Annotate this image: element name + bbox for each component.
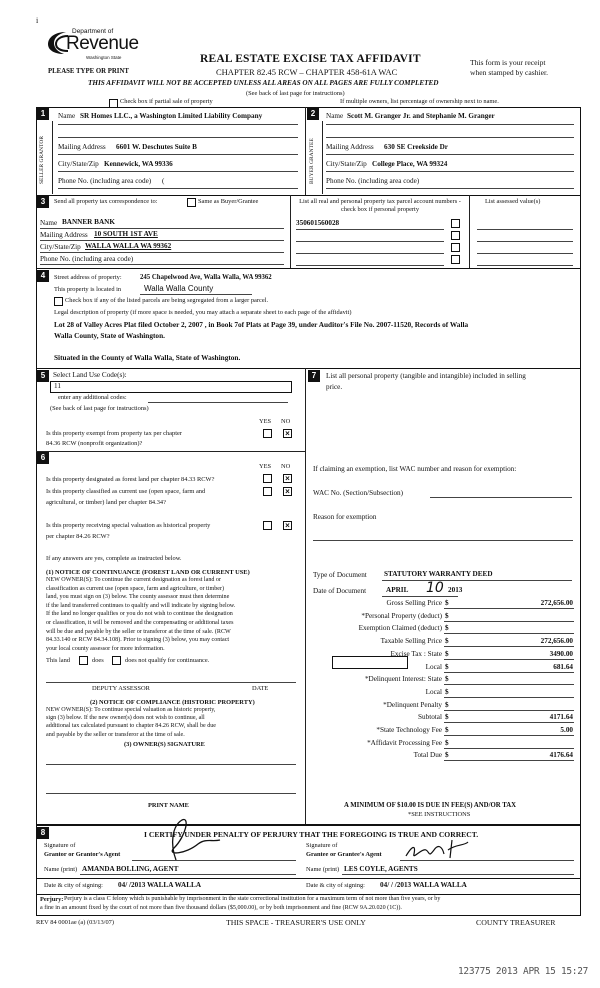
corr-mailing-label: Mailing Address <box>40 231 88 239</box>
county-treasurer-label: COUNTY TREASURER <box>476 918 556 927</box>
tax-row-label: *Delinquent Penalty <box>383 700 442 709</box>
assessed-line-2 <box>477 241 573 242</box>
tax-row-dollar: $ <box>445 675 449 684</box>
tax-row-amount[interactable]: 5.00 <box>560 726 573 734</box>
forest-no-checkbox[interactable]: × <box>283 474 292 483</box>
minimum-fee-note: A MINIMUM OF $10.00 IS DUE IN FEE(S) AND/OR TAX <box>344 802 517 809</box>
tax-row-dollar: $ <box>445 662 449 671</box>
send-correspondence-label: Send all property tax correspondence to: <box>54 198 158 205</box>
parcel-number-value[interactable]: 350601560028 <box>296 219 340 227</box>
forest-yes-checkbox[interactable] <box>263 474 272 483</box>
assessed-line-4 <box>477 265 573 266</box>
grantee-sig-label-2: Grantee or Grantee's Agent <box>306 851 382 858</box>
grantee-date-city-label: Date & city of signing: <box>306 882 365 889</box>
tax-row-line <box>444 722 574 723</box>
section-5-number: 5 <box>37 370 49 382</box>
doc-type-label: Type of Document <box>313 571 367 579</box>
assessed-header: List assessed value(s) <box>485 198 541 205</box>
personal-property-label-2: price. <box>326 383 343 391</box>
perjury-text-1: Perjury is a class C felony which is punishable by imprisonment in the state correctional institution for a maximum term of not more than five years, or by <box>64 896 441 902</box>
situated-text[interactable]: Situated in the County of Walla Walla, State of Washington. <box>54 353 241 362</box>
perjury-label: Perjury: <box>40 896 64 903</box>
owner-signature-label: (3) OWNER(S) SIGNATURE <box>124 741 205 748</box>
tax-row-dollar: $ <box>445 713 449 722</box>
personal-property-checkbox-2[interactable] <box>451 231 460 240</box>
tax-row-line <box>444 684 574 685</box>
tax-row-line <box>444 760 574 761</box>
buyer-name-label: Name <box>326 112 344 120</box>
tax-row-line <box>444 710 574 711</box>
grantor-name-value[interactable]: AMANDA BOLLING, AGENT <box>82 865 179 873</box>
tax-row-dollar: $ <box>445 687 449 696</box>
tax-row-amount[interactable]: 272,656.00 <box>540 599 573 607</box>
section-4-number: 4 <box>37 270 49 282</box>
grantee-signature[interactable] <box>402 836 472 862</box>
doc-date-day[interactable]: 10 <box>426 580 444 596</box>
located-in-label: This property is located in <box>54 286 122 293</box>
tax-row-label: *Personal Property (deduct) <box>361 611 442 620</box>
deputy-assessor-line <box>46 682 296 683</box>
seller-name-line-2 <box>58 137 298 138</box>
personal-property-label-1: List all personal property (tangible and intangible) included in selling <box>326 372 526 380</box>
section-3-number: 3 <box>37 196 49 208</box>
assessed-line-1 <box>477 229 573 230</box>
tax-row-label: *Delinquent Interest: State <box>364 675 442 684</box>
tax-row-line <box>444 672 574 673</box>
tax-row-label: Taxable Selling Price <box>380 637 442 646</box>
exempt-question-2: 84.36 RCW (nonprofit organization)? <box>46 440 143 447</box>
historical-no-checkbox[interactable]: × <box>283 521 292 530</box>
seller-name-label: Name <box>58 112 76 120</box>
sec5-no-header: NO <box>281 418 291 425</box>
current-use-question-2: agricultural, or timber) land per chapter 84.34? <box>46 499 166 506</box>
section-8-number: 8 <box>37 827 49 839</box>
tax-row-label: *State Technology Fee <box>376 726 442 734</box>
seller-mailing-value[interactable]: 6601 W. Deschutes Suite B <box>116 143 197 151</box>
seller-side-divider <box>52 121 53 194</box>
personal-property-checkbox-4[interactable] <box>451 255 460 264</box>
reason-line <box>313 540 573 541</box>
parcel-header: List all real and personal property tax parcel account numbers - check box if personal property <box>299 198 461 213</box>
logo-top-text: Department of <box>72 28 114 35</box>
buyer-grantee-label: BUYER GRANTEE <box>309 138 315 184</box>
tax-row-dollar: $ <box>445 599 449 607</box>
corr-phone-line <box>40 264 284 265</box>
tax-row-amount[interactable]: 3490.00 <box>549 649 573 658</box>
receipt-note-1: This form is your receipt <box>470 58 546 67</box>
tax-row-label: Subtotal <box>418 713 442 722</box>
seller-mailing-label: Mailing Address <box>58 143 106 151</box>
sec5-yes-header: YES <box>259 418 272 425</box>
corr-city-label: City/State/Zip <box>40 243 81 251</box>
seller-city-label: City/State/Zip <box>58 160 99 168</box>
tax-row-line <box>444 659 574 660</box>
buyer-phone-label: Phone No. (including area code) <box>326 177 420 185</box>
owner-signature-line <box>46 764 296 765</box>
exempt-yes-checkbox[interactable] <box>263 429 272 438</box>
buyer-name-value[interactable]: Scott M. Granger Jr. and Stephanie M. Granger <box>347 112 495 120</box>
buyer-city-value[interactable]: College Place, WA 99324 <box>372 160 448 168</box>
notice-continuance-line: land, you must sign on (3) below. The county assessor must then determine <box>46 594 230 601</box>
grantee-sig-line <box>400 860 574 861</box>
dor-logo <box>46 28 138 72</box>
tax-row-amount[interactable]: 4171.64 <box>549 713 573 722</box>
buyer-city-label: City/State/Zip <box>326 160 367 168</box>
buyer-name-line <box>326 124 574 125</box>
notice-continuance-line: If the land no longer qualifies or you do not wish to continue the designation <box>46 611 233 618</box>
doc-type-value[interactable]: STATUTORY WARRANTY DEED <box>384 570 493 578</box>
does-label: does <box>92 657 104 664</box>
reason-label: Reason for exemption <box>313 513 377 521</box>
located-in-value[interactable]: Walla Walla County <box>144 284 214 293</box>
tax-row-amount[interactable]: 4176.64 <box>549 751 573 760</box>
tax-row-label: Local <box>425 662 442 671</box>
buyer-city-line <box>326 171 574 172</box>
tax-row-dollar: $ <box>445 611 449 620</box>
located-in-line <box>140 294 252 295</box>
grantor-sig-label-2: Grantor or Grantor's Agent <box>44 851 121 858</box>
segregated-checkbox[interactable] <box>54 297 63 306</box>
tax-row-line <box>444 621 574 622</box>
tax-row-line <box>444 697 574 698</box>
grantor-name-line <box>80 874 296 875</box>
grantor-sig-line <box>132 860 296 861</box>
notice-continuance-line: or classification, it will be removed and the compensating or additional taxes <box>46 620 234 626</box>
received-stamp: 123775 2013 APR 15 15:27 <box>458 966 589 977</box>
sec6-yes-header: YES <box>259 463 272 470</box>
notice-compliance-line: and payable by the seller or transferor at the time of sale. <box>46 731 185 738</box>
legal-description-line-1[interactable]: Lot 28 of Valley Acres Plat filed October 2, 2007 , in Book 7of Plats at Page 39, under Auditor's File No. 2007-11520, Records of Walla <box>54 320 469 329</box>
tax-row-dollar: $ <box>445 726 449 734</box>
tax-row-line <box>444 748 574 749</box>
legal-description-label: Legal description of property (if more space is needed, you may attach a separate sheet to each page of the affidavit) <box>54 309 352 316</box>
corr-mailing-value[interactable]: 10 SOUTH 1ST AVE <box>94 230 158 238</box>
tax-row-dollar: $ <box>445 738 449 747</box>
notice-continuance-line: NEW OWNER(S): To continue the current designation as forest land or <box>46 577 222 583</box>
if-yes-instruction: If any answers are yes, complete as instructed below. <box>46 555 182 562</box>
seller-name-value[interactable]: SR Homes LLC., a Washington Limited Liability Company <box>80 112 263 120</box>
corr-name-line <box>40 228 284 229</box>
logo-main-text: Revenue <box>66 33 139 54</box>
treasurer-use-only: THIS SPACE - TREASURER'S USE ONLY <box>226 918 366 927</box>
tax-row-label: Excise Tax : State <box>390 649 442 658</box>
buyer-name-line-2 <box>326 137 574 138</box>
additional-codes-line <box>148 402 288 403</box>
parcel-line-1 <box>296 229 444 230</box>
buyer-mailing-line <box>326 154 574 155</box>
tax-row-line <box>444 646 574 647</box>
tax-row-line <box>444 633 574 634</box>
street-address-label: Street address of property: <box>54 274 122 281</box>
seller-grantor-label: SELLER GRANTOR <box>39 135 45 185</box>
doc-date-line <box>382 596 458 597</box>
wac-number-label: WAC No. (Section/Subsection) <box>313 489 404 497</box>
parcel-line-4 <box>296 265 444 266</box>
tax-row-line <box>444 608 574 609</box>
section-2-number: 2 <box>307 108 319 120</box>
print-name-line <box>46 793 296 794</box>
historical-question-1: Is this property receiving special valuation as historical property <box>46 522 211 529</box>
section-3-divider-a <box>290 195 291 268</box>
buyer-mailing-label: Mailing Address <box>326 143 374 151</box>
same-as-buyer-checkbox[interactable] <box>187 198 196 207</box>
notice-continuance-line: classification as current use (open space, farm and agriculture, or timber) <box>46 585 224 592</box>
notice-compliance-line: additional tax calculated pursuant to chapter 84.26 RCW, shall be due <box>46 723 217 730</box>
does-qualify-checkbox[interactable] <box>79 656 88 665</box>
buyer-mailing-value[interactable]: 630 SE Creekside Dr <box>384 143 448 151</box>
tax-row-dollar: $ <box>445 624 449 633</box>
corr-name-value[interactable]: BANNER BANK <box>62 218 115 226</box>
notice-compliance-title: (2) NOTICE OF COMPLIANCE (HISTORIC PROPERTY) <box>90 699 255 706</box>
corr-city-line <box>40 252 284 253</box>
notice-continuance-line: 84.33.140 or RCW 84.34.108). Prior to signing (3) below, you may contact <box>46 637 230 644</box>
segregated-label: Check box if any of the listed parcels are being segregated from a larger parcel. <box>65 297 269 304</box>
sec6-no-header: NO <box>281 463 291 470</box>
please-type: PLEASE TYPE OR PRINT <box>48 68 129 75</box>
deputy-assessor-label: DEPUTY ASSESSOR <box>92 685 150 692</box>
land-use-input[interactable] <box>50 381 292 393</box>
corr-phone-label: Phone No. (including area code) <box>40 255 134 263</box>
section-5-6-divider <box>36 451 305 452</box>
perjury-text-2: a fine in an amount fixed by the court of not more than five thousand dollars ($5,000.00), or by both imprisonment and fine (RCW 9A.20.020 (1C)). <box>40 905 402 911</box>
current-use-no-checkbox[interactable]: × <box>283 487 292 496</box>
parcel-line-3 <box>296 253 444 254</box>
notice-continuance-line: if the land transferred continues to qualify and will indicate by signing below. <box>46 602 236 609</box>
wac-number-line <box>430 497 572 498</box>
grantor-date-city-label: Date & city of signing: <box>44 882 103 889</box>
seller-city-value[interactable]: Kennewick, WA 99336 <box>104 160 173 168</box>
notice-continuance-title: (1) NOTICE OF CONTINUANCE (FOREST LAND OR CURRENT USE) <box>46 569 250 576</box>
grantee-name-value[interactable]: LES COYLE, AGENTS <box>344 865 418 873</box>
date-label: DATE <box>252 685 269 692</box>
land-use-label: Select Land Use Code(s): <box>53 371 127 379</box>
grantor-signature[interactable] <box>146 814 226 862</box>
warning-text: THIS AFFIDAVIT WILL NOT BE ACCEPTED UNLESS ALL AREAS ON ALL PAGES ARE FULLY COMPLETED <box>88 79 439 87</box>
land-use-see-back: (See back of last page for instructions) <box>50 405 149 412</box>
seller-name-line <box>58 124 298 125</box>
tax-row-dollar: $ <box>445 637 449 646</box>
grantee-date-city-value[interactable]: 04/ / /2013 WALLA WALLA <box>380 881 467 889</box>
does-not-qualify-checkbox[interactable] <box>112 656 121 665</box>
assessed-line-3 <box>477 253 573 254</box>
tax-row-amount[interactable]: 272,656.00 <box>540 637 573 646</box>
additional-codes-label: enter any additional codes: <box>58 394 127 401</box>
tax-row-label: *Affidavit Processing Fee <box>367 738 442 747</box>
tax-row-label: Total Due <box>413 751 442 760</box>
corr-mailing-line <box>40 240 284 241</box>
same-as-buyer-label: Same as Buyer/Grantee <box>198 198 259 205</box>
tax-row-dollar: $ <box>445 751 449 760</box>
partial-sale-label: Check box if partial sale of property <box>120 98 213 105</box>
seller-phone-line <box>58 188 298 189</box>
section-1-number: 1 <box>37 108 49 120</box>
exemption-claim-label: If claiming an exemption, list WAC number and reason for exemption: <box>313 465 517 473</box>
current-use-yes-checkbox[interactable] <box>263 487 272 496</box>
seller-phone-value[interactable]: ( <box>162 177 165 185</box>
grantor-sig-label-1: Signature of <box>44 842 76 849</box>
grantor-name-label: Name (print) <box>44 866 78 873</box>
historical-question-2: per chapter 84.26 RCW? <box>46 533 110 540</box>
sections-5-7-divider <box>305 368 306 824</box>
seller-phone-label: Phone No. (including area code) <box>58 177 152 185</box>
doc-type-line <box>382 580 572 581</box>
tax-row-line <box>444 735 574 736</box>
notice-continuance-line: your local county assessor for more information. <box>46 645 165 652</box>
multiple-owners-note: If multiple owners, list percentage of ownership next to name. <box>340 98 499 105</box>
section-6-number: 6 <box>37 452 49 464</box>
print-name-label: PRINT NAME <box>148 802 189 809</box>
doc-date-label: Date of Document <box>313 587 367 595</box>
section-3-divider-b <box>469 195 470 268</box>
see-back-instructions: (See back of last page for instructions) <box>246 90 345 97</box>
corr-name-label: Name <box>40 219 58 227</box>
grantee-name-line <box>342 874 574 875</box>
this-land-label: This land <box>46 657 70 664</box>
grantor-date-city-value[interactable]: 04/ /2013 WALLA WALLA <box>118 881 202 889</box>
buyer-phone-line <box>326 188 574 189</box>
exempt-question-1: Is this property exempt from property tax per chapter <box>46 430 182 437</box>
current-use-question-1: Is this property classified as current use (open space, farm and <box>46 488 206 495</box>
corr-city-value[interactable]: WALLA WALLA WA 99362 <box>85 242 172 250</box>
grantee-name-label: Name (print) <box>306 866 340 873</box>
grantee-sig-label-1: Signature of <box>306 842 338 849</box>
form-title: REAL ESTATE EXCISE TAX AFFIDAVIT <box>200 53 421 65</box>
historical-yes-checkbox[interactable] <box>263 521 272 530</box>
tax-row-label: Gross Selling Price <box>386 599 442 607</box>
street-address-value[interactable]: 245 Chapelwood Ave, Walla Walla, WA 99362 <box>140 274 272 281</box>
tax-row-dollar: $ <box>445 700 449 709</box>
certify-statement: I CERTIFY UNDER PENALTY OF PERJURY THAT THE FOREGOING IS TRUE AND CORRECT. <box>144 830 479 839</box>
parcel-line-2 <box>296 241 444 242</box>
corner-mark: i <box>36 16 39 25</box>
buyer-side-divider <box>322 121 323 194</box>
see-instructions-note: *SEE INSTRUCTIONS <box>408 811 471 818</box>
local-tax-rate-input[interactable] <box>332 656 408 669</box>
form-number: REV 84 0001ae (a) (03/13/07) <box>36 919 114 926</box>
land-use-value: 11 <box>54 382 61 390</box>
doc-date-year[interactable]: 2013 <box>448 586 463 594</box>
tax-row-dollar: $ <box>445 649 449 658</box>
section-7-number: 7 <box>308 370 320 382</box>
tax-row-amount[interactable]: 681.64 <box>553 662 573 671</box>
personal-property-checkbox-3[interactable] <box>451 243 460 252</box>
tax-row-label: Exemption Claimed (deduct) <box>358 624 442 633</box>
notice-continuance-line: will be due and payable by the seller or transferor at the time of sale. (RCW <box>46 628 231 635</box>
notice-compliance-line: NEW OWNER(S): To continue special valuation as historic property, <box>46 707 216 713</box>
form-chapter: CHAPTER 82.45 RCW – CHAPTER 458-61A WAC <box>216 67 398 77</box>
personal-property-checkbox-1[interactable] <box>451 219 460 228</box>
tax-row-label: Local <box>425 687 442 696</box>
seller-mailing-line <box>58 154 298 155</box>
notice-compliance-line: sign (3) below. If the new owner(s) does not wish to continue, all <box>46 715 205 722</box>
doc-date-month[interactable]: APRIL <box>386 586 409 594</box>
logo-sub-text: Washington State <box>86 55 122 60</box>
receipt-note-2: when stamped by cashier. <box>470 68 549 77</box>
does-not-label: does not qualify for continuance. <box>125 657 210 664</box>
parties-divider <box>305 107 306 195</box>
legal-description-line-2[interactable]: Walla County, State of Washington. <box>54 331 165 340</box>
seller-city-line <box>58 171 298 172</box>
exempt-no-checkbox[interactable]: × <box>283 429 292 438</box>
forest-land-question: Is this property designated as forest land per chapter 84.33 RCW? <box>46 476 215 483</box>
